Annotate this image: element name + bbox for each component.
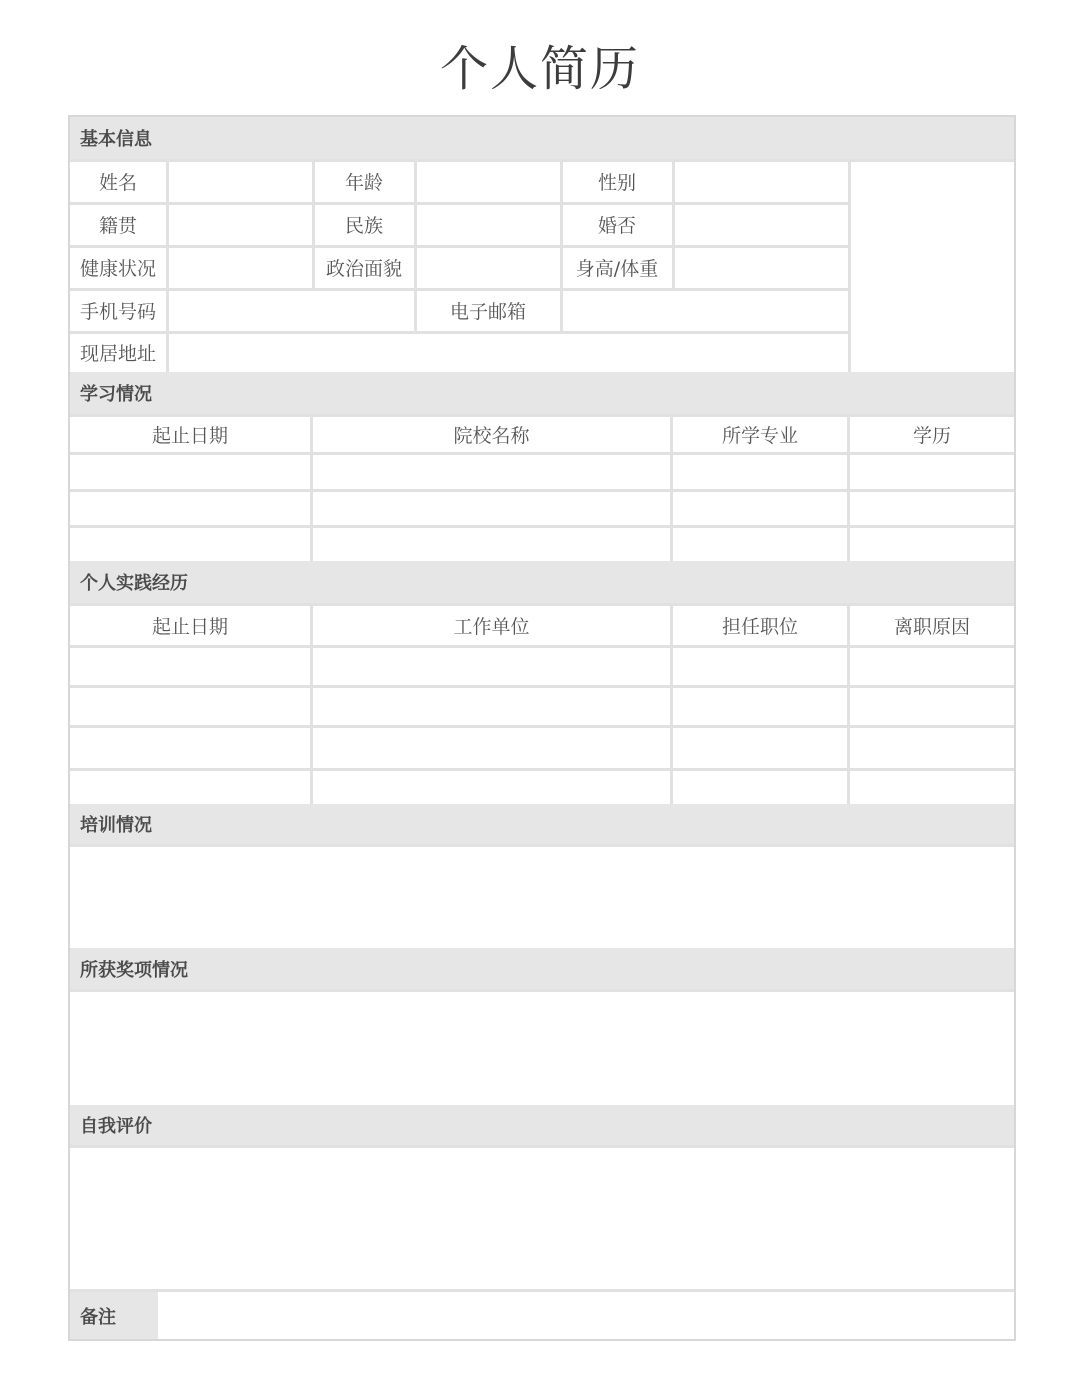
grid-line (310, 603, 313, 804)
grid-line (70, 489, 1014, 492)
grid-line (70, 685, 1014, 688)
page-title: 个人简历 (439, 41, 640, 97)
grid-line (70, 414, 1014, 417)
label-height-weight: 身高/体重 (575, 258, 659, 280)
section-awards: 所获奖项情况 (70, 948, 1014, 989)
practice-header-position: 担任职位 (721, 615, 798, 638)
awards-content[interactable] (70, 992, 1014, 1104)
field-phone[interactable] (168, 290, 414, 331)
grid-line (560, 159, 563, 331)
label-remarks: 备注 (70, 1292, 158, 1339)
study-header-dates: 起止日期 (151, 424, 228, 447)
field-ethnicity[interactable] (416, 204, 560, 245)
label-origin: 籍贯 (98, 215, 137, 237)
grid-line (166, 159, 169, 372)
grid-line (670, 414, 673, 561)
grid-line (70, 603, 1014, 606)
grid-line (70, 768, 1014, 771)
field-health[interactable] (168, 247, 312, 288)
grid-line (70, 159, 1014, 162)
study-header-degree: 学历 (912, 424, 951, 447)
field-email[interactable] (562, 290, 848, 331)
grid-line (70, 525, 1014, 528)
grid-line (312, 159, 315, 288)
field-marital[interactable] (674, 204, 848, 245)
label-ethnicity: 民族 (344, 215, 383, 237)
grid-line (847, 603, 850, 804)
field-gender[interactable] (674, 161, 848, 202)
field-political[interactable] (416, 247, 560, 288)
grid-line (672, 159, 675, 288)
grid-line (310, 414, 313, 561)
label-address: 现居地址 (79, 343, 156, 365)
resume-form (68, 115, 1016, 1341)
grid-line (847, 414, 850, 561)
section-training: 培训情况 (70, 804, 1014, 844)
field-name[interactable] (168, 161, 312, 202)
study-header-major: 所学专业 (721, 424, 798, 447)
grid-line (70, 645, 1014, 648)
training-content[interactable] (70, 847, 1014, 947)
grid-line (70, 452, 1014, 455)
label-health: 健康状况 (79, 258, 156, 280)
practice-header-dates: 起止日期 (151, 615, 228, 638)
label-marital: 婚否 (597, 215, 636, 237)
section-basic-info: 基本信息 (70, 117, 1014, 159)
field-remarks[interactable] (160, 1292, 1014, 1339)
grid-line (70, 331, 848, 334)
study-header-school: 院校名称 (453, 424, 530, 447)
grid-line (70, 725, 1014, 728)
photo-area[interactable] (850, 161, 1014, 372)
field-address[interactable] (168, 333, 848, 372)
practice-header-reason: 离职原因 (893, 615, 970, 638)
grid-line (70, 288, 848, 291)
label-email: 电子邮箱 (449, 301, 526, 323)
grid-line (848, 159, 851, 372)
section-self-evaluation: 自我评价 (70, 1105, 1014, 1145)
label-political: 政治面貌 (325, 258, 402, 280)
self-evaluation-content[interactable] (70, 1148, 1014, 1290)
grid-line (670, 603, 673, 804)
label-phone: 手机号码 (79, 301, 156, 323)
field-age[interactable] (416, 161, 560, 202)
grid-line (70, 202, 848, 205)
field-origin[interactable] (168, 204, 312, 245)
grid-line (414, 159, 417, 331)
section-practice: 个人实践经历 (70, 561, 1014, 603)
label-age: 年龄 (344, 172, 383, 194)
field-height-weight[interactable] (674, 247, 848, 288)
label-gender: 性别 (597, 172, 636, 194)
section-study: 学习情况 (70, 372, 1014, 414)
practice-header-employer: 工作单位 (453, 615, 530, 638)
label-name: 姓名 (98, 172, 137, 194)
grid-line (70, 245, 848, 248)
